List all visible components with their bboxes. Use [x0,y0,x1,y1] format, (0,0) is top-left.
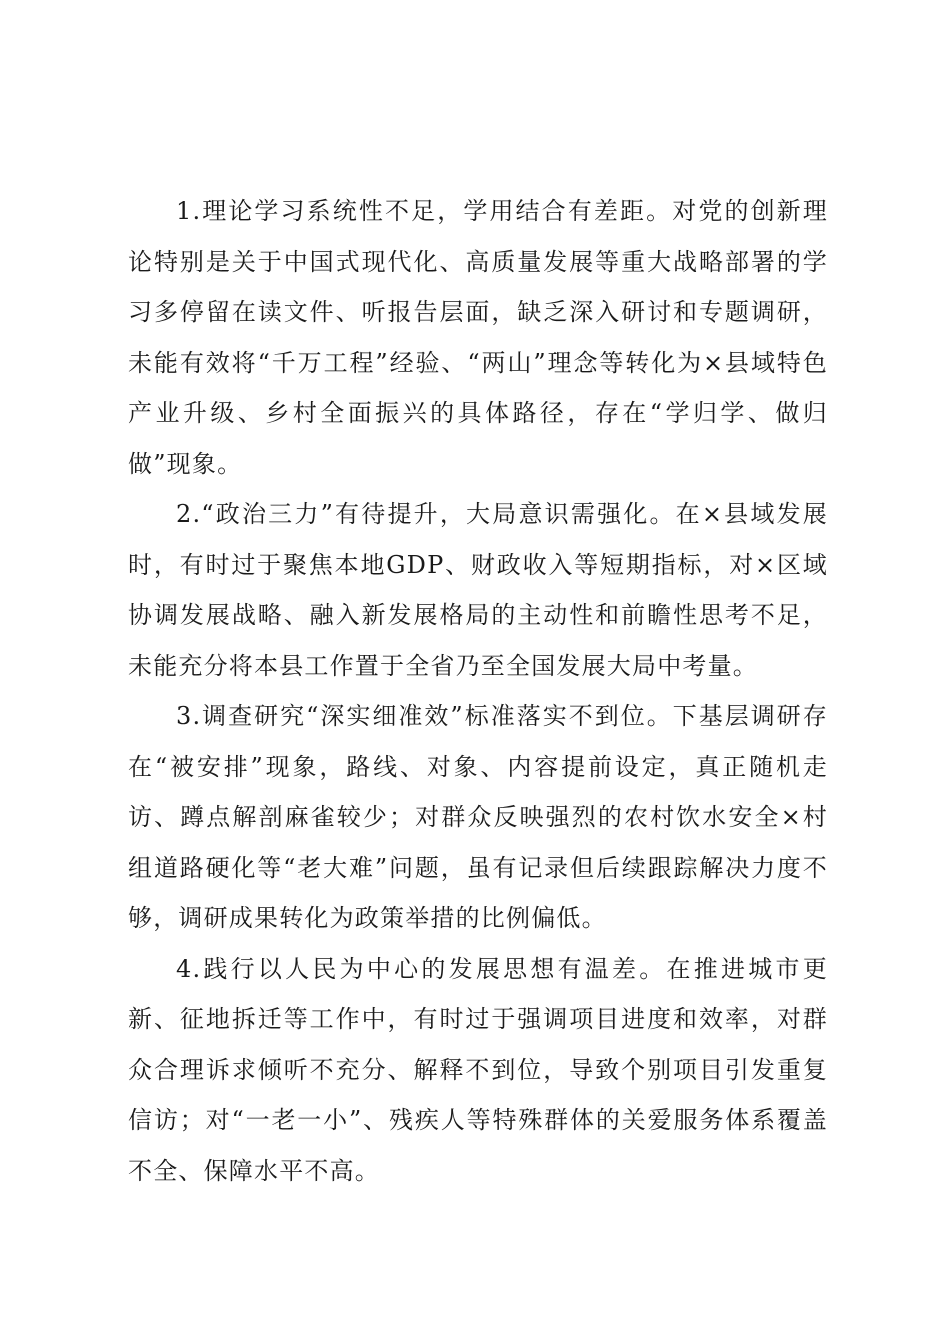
paragraph-3: 3.调查研究“深实细准效”标准落实不到位。下基层调研存在“被安排”现象，路线、对象、内容提前设定，真正随机走访、蹲点解剖麻雀较少；对群众反映强烈的农村饮水安全×村组道路硬化等“老大难”问题，虽有记录但后续跟踪解决力度不够，调研成果转化为政策举措的比例偏低。 [128,702,828,932]
paragraph-2: 2.“政治三力”有待提升，大局意识需强化。在×县域发展时，有时过于聚焦本地GDP、财政收入等短期指标，对×区域协调发展战略、融入新发展格局的主动性和前瞻性思考不足，未能充分将本县工作置于全省乃至全国发展大局中考量。 [128,500,828,680]
paragraph-1: 1.理论学习系统性不足，学用结合有差距。对党的创新理论特别是关于中国式现代化、高质量发展等重大战略部署的学习多停留在读文件、听报告层面，缺乏深入研讨和专题调研，未能有效将“千万工程”经验、“两山”理念等转化为×县域特色产业升级、乡村全面振兴的具体路径，存在“学归学、做归做”现象。 [128,197,828,478]
document-body [128,186,828,1196]
paragraph-4: 4.践行以人民为中心的发展思想有温差。在推进城市更新、征地拆迁等工作中，有时过于强调项目进度和效率，对群众合理诉求倾听不充分、解释不到位，导致个别项目引发重复信访；对“一老一小”、残疾人等特殊群体的关爱服务体系覆盖不全、保障水平不高。 [128,954,828,1185]
